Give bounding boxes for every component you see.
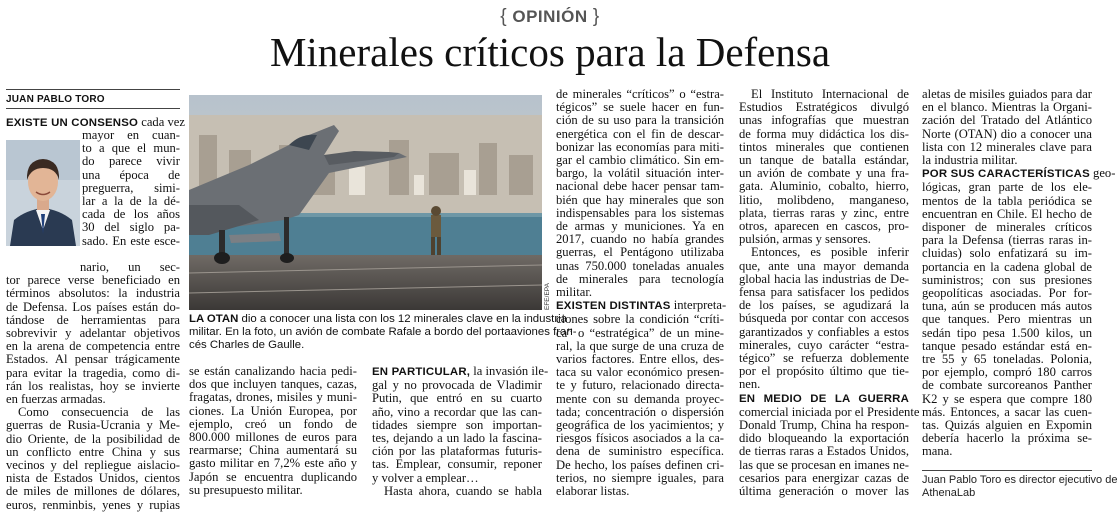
col1-line: euros, renminbis, yenes y rupias [6, 497, 180, 512]
section-kicker [0, 6, 1100, 28]
col6-line: tanque pesado estándar está en- [922, 338, 1092, 353]
column-3 [372, 364, 549, 498]
author-bio [922, 474, 1117, 500]
col4-line: riesgos físicos asociados a la ca- [556, 431, 724, 446]
column-1-wrap [82, 129, 180, 248]
bio-line: Juan Pablo Toro es director ejecutivo de [922, 474, 1117, 486]
col3-line: tidades siempre son importan- [372, 417, 542, 432]
col1-line: de Defensa. Los países están do- [6, 299, 180, 314]
col4-line: de minerales “críticos” o “estra- [556, 87, 724, 101]
col4-line: militar. [556, 285, 593, 300]
col6-line: aletas de misiles guiados para dar [922, 87, 1092, 101]
col6-line: mentos de la tabla periódica se [922, 193, 1092, 208]
column-5 [739, 87, 920, 499]
kicker-label: OPINIÓN [512, 7, 588, 26]
col1-line: Estados. Al pensar trágicamente [6, 352, 180, 367]
col2-line: su presupuesto militar. [189, 482, 303, 497]
col1-line: para evitar la tragedia, como di- [6, 365, 180, 380]
col3-line: gal y no provocada de Vladimir [372, 378, 542, 393]
col2-line: 800.000 millones de euros para [189, 430, 357, 445]
col6-line: lógicas, gran parte de los ele- [922, 180, 1092, 195]
col6-line: sedán tipo pesa 1.500 kilos, un [922, 325, 1092, 340]
col2-line: dos que incluyen tanques, cazas, [189, 377, 357, 392]
col6-line: encuentran en Chile. El hecho de [922, 206, 1092, 221]
col1-line: vecinos y del repliegue aislacio- [6, 458, 180, 473]
col5-line: El Instituto Internacional de [751, 87, 909, 101]
col1-line: sobrevivir y adelantar objetivos [6, 326, 180, 341]
col5-line: tintos minerales que contienen [739, 139, 909, 154]
col5-line: nen. [739, 377, 761, 392]
col4-line: te y futuro, relacionado directa- [556, 378, 724, 393]
col5-line: fensa para satisfacer los pedidos [739, 285, 909, 300]
col1-line: mayor en cuan- [82, 128, 180, 142]
col5-line: comercial iniciada por el Presidente [739, 404, 920, 419]
col1-line: rán los realistas, hoy se invierte [6, 378, 180, 393]
col4-lead: EXISTEN DISTINTAS [556, 300, 671, 313]
col4-line: ca” o “estratégica” de un mine- [556, 325, 724, 340]
col1-line: una época de [82, 167, 180, 182]
col2-line: gasto militar en 7,2% este año y [189, 456, 357, 471]
col5-line: Donald Trump, China ha respon- [739, 418, 909, 433]
col6-line: para la Defensa (tierras raras in- [922, 233, 1092, 248]
col4-line: energética con el fin de descar- [556, 126, 724, 141]
column-2 [189, 365, 357, 497]
col5-line: de forma muy didáctica los dis- [739, 126, 909, 141]
col4-line: varios factores. Entre ellos, des- [556, 352, 724, 367]
col6-line: lista con 12 minerales clave para [922, 139, 1092, 154]
col5-line: de tierras raras a Estados Unidos, [739, 444, 909, 459]
col4-line: De hecho, los países definen cri- [556, 457, 724, 472]
col6-line: en el blanco. Mientras la Organi- [922, 100, 1092, 115]
col1-line: tor parece verse beneficiado en [6, 273, 180, 288]
col1-line: nario, un sec- [80, 260, 180, 274]
col4-line: ral, la que surge de una cruza de [556, 338, 724, 353]
col6-line: la industria militar. [922, 153, 1018, 168]
col5-line: garantizados y confiables a estos [739, 324, 909, 339]
col6-line: tre 55 y 65 toneladas. Polonia, [922, 352, 1092, 367]
col6-line: tas. Quizás alguien en Expomin [922, 418, 1092, 433]
col4-line: taca su valor económico presen- [556, 365, 724, 380]
jet-photo [189, 95, 542, 310]
col6-line: tuna, aún se producen más autos [922, 299, 1092, 314]
byline-rule-bottom [6, 108, 180, 109]
caption-line: cés Charles de Gaulle. [189, 339, 305, 351]
col3-lead: EN PARTICULAR, [372, 366, 471, 378]
col1-line: EXISTE UN CONSENSO cada vez [6, 115, 185, 129]
col5-line [739, 392, 909, 406]
col1-line: cada de los años [82, 207, 180, 222]
author-photo [6, 140, 80, 246]
col4-line: ción de su uso para la transición [556, 113, 724, 128]
col5-line: plata, tierras raras y zinc, entre [739, 205, 909, 220]
col4-line: mente con su demanda proyec- [556, 391, 724, 406]
col6-line: K2 y se espera que compre 180 [922, 391, 1092, 406]
byline-rule [6, 89, 180, 90]
col2-line: Japón se encuentra duplicando [189, 469, 357, 484]
col5-line: unas infografías que muestran [739, 113, 909, 128]
col5-line: pulsión, armas y sensores. [739, 232, 871, 247]
col1-line: guerras de Rusia-Ucrania y Me- [6, 418, 180, 433]
col2-line: fragatas, drones, misiles y muni- [189, 390, 357, 405]
col6-line: disponer de minerales críticos [922, 220, 1092, 235]
col1-lead: EXISTE UN CONSENSO [6, 117, 139, 129]
col2-line: se están canalizando hacia pedi- [189, 364, 357, 378]
col5-line: un avión de combate y una fra- [739, 166, 909, 181]
col3-line: tas. Emplear, consumir, reponer [372, 457, 542, 472]
col6-line: zación del Tratado del Atlántico [922, 113, 1092, 128]
col5-line: Entonces, es posible inferir [751, 245, 909, 260]
col5-line: dido bloqueando la exportación [739, 431, 909, 446]
col6-line: cluidas) solo enfatizará su im- [922, 246, 1092, 261]
col1-line: en fuerzas armadas. [6, 392, 106, 407]
col5-line: búsqueda por contar con accesos [739, 311, 909, 326]
col3-line: Putin, que entró en su cuarto [372, 391, 542, 406]
col4-line: nacional debe hacer pensar tam- [556, 179, 724, 194]
col6-line: de combate surcoreanos Panther [922, 378, 1092, 393]
col5-line: minerales, cuyo carácter “estra- [739, 337, 909, 352]
col3-line: EN PARTICULAR, la invasión ile- [372, 364, 549, 378]
col5-line: por el propósito último que tie- [739, 364, 909, 379]
col4-line: unas 750.000 toneladas anuales [556, 258, 724, 273]
kicker-brace-open: { [500, 6, 508, 27]
col4-line: tégicos” se suele hacer en fun- [556, 100, 724, 115]
col4-line: tada; concentración o dispersión [556, 404, 724, 419]
col1-line: sado. En este esce- [82, 233, 180, 248]
col5-line: de los países, se agudizará la [739, 298, 909, 313]
col3-line: ción por las plataformas futuris- [372, 444, 542, 459]
photo-caption [189, 313, 577, 352]
col1-line: nista de Estados Unidos, cientos [6, 471, 180, 486]
col4-line: ciones sobre la condición “críti- [556, 312, 724, 327]
column-1-body [6, 261, 180, 512]
col6-line: mana. [922, 444, 953, 459]
col4-line: indispensables para los sistemas [556, 205, 724, 220]
col5-line: las que se procesan en imanes ne- [739, 457, 909, 472]
col1-line: do parece vivir [82, 154, 180, 169]
col6-line: suministros; con sus presiones [922, 272, 1092, 287]
col4-line: 2017, cuando no había grandes [556, 232, 724, 247]
col1-line: lar a la de la dé- [82, 194, 180, 209]
col6-line: Norte (OTAN) dio a conocer una [922, 126, 1092, 141]
col5-line: un tanque de batalla estándar, [739, 153, 909, 168]
col6-line: geopolíticas asociadas. Por for- [922, 286, 1092, 301]
col4-line: terios, no siempre iguales, para [556, 470, 724, 485]
column-4 [556, 87, 727, 499]
col1-line: de miles de millones de dólares, [6, 484, 180, 499]
bio-rule [922, 470, 1092, 471]
col5-line: que, ante una mayor demanda [739, 258, 909, 273]
col4-line: de minerales para tecnología [556, 271, 724, 286]
col3-line: tes, dejando a un lado la fascina- [372, 431, 542, 446]
col1-line: dio Oriente, de la posibilidad de [6, 431, 180, 446]
col1-line: Como consecuencia de las [18, 405, 180, 420]
col4-line: bargo, la volátil situación inter- [556, 166, 724, 181]
col4-line: bonizar las economías para miti- [556, 139, 724, 154]
col5-line: cesarios para energizar cazas de [739, 470, 909, 485]
col6-line: que tanques. Pero mientras un [922, 312, 1092, 327]
byline: JUAN PABLO TORO [6, 94, 105, 105]
col1-line: preguerra, simi- [82, 180, 180, 195]
col6-line: más. Entonces, a sacar las cuen- [922, 404, 1092, 419]
col4-line: dena de suministro específica. [556, 444, 724, 459]
col3-line: año, vino a recordar que las can- [372, 404, 542, 419]
col4-line: EXISTEN DISTINTAS interpreta- [556, 298, 727, 313]
kicker-brace-close: } [592, 6, 600, 27]
col3-line: y volver a emplear… [372, 470, 479, 485]
col4-line: guerras, el Pentágono utilizaba [556, 245, 724, 260]
col4-line: bién que hay minerales que son [556, 192, 724, 207]
caption-line: LA OTAN dio a conocer una lista con los 12 minerales clave en la industria [189, 313, 567, 325]
col1-line: en la arena de competencia entre [6, 339, 180, 354]
col6-lead: POR SUS CARACTERÍSTICAS [922, 168, 1090, 181]
col5-line: tégico” se refuerza doblemente [739, 351, 909, 366]
col5-line: gata. Aluminio, cobalto, hierro, [739, 179, 909, 194]
col1-line: tándose de herramientas para [6, 312, 180, 327]
column-6 [922, 87, 1116, 459]
caption-lead: LA OTAN [189, 313, 239, 325]
col1-line: to a que el mun- [82, 141, 180, 156]
col2-line: ejemplo, creó un fondo de [189, 416, 357, 431]
col5-line: global hacia las industrias de De- [739, 271, 909, 286]
col2-line: ciones. La Unión Europea, por [189, 403, 357, 418]
photo-credit: EFE/EPA [544, 283, 551, 310]
col3-line: Hasta ahora, cuando se habla [384, 483, 542, 498]
col2-line: rearmarse; China aumentará su [189, 443, 357, 458]
col5-line: última generación o mover las [739, 484, 909, 499]
col1-line: 30 del siglo pa- [82, 220, 180, 235]
col5-line: otros, aparecen en cascos, pro- [739, 219, 909, 234]
col1-line: términos absolutos: la industria [6, 286, 180, 301]
col4-line: geográfica de los yacimientos; y [556, 418, 724, 433]
col1-line: un conflicto entre China y sus [6, 444, 180, 459]
headline: Minerales críticos para la Defensa [269, 29, 831, 75]
col6-line: portancia en la cadena global de [922, 259, 1092, 274]
col5-line: litio, molibdeno, manganeso, [739, 192, 909, 207]
col4-line: gar el cambio climático. Sin em- [556, 153, 724, 168]
col5-line: Estudios Estratégicos divulgó [739, 100, 909, 115]
col6-line: POR SUS CARACTERÍSTICAS geo- [922, 166, 1116, 181]
bio-line: AthenaLab [922, 487, 976, 499]
col5-lead: EN MEDIO DE LA GUERRA [739, 392, 909, 405]
col4-line: elaborar listas. [556, 484, 630, 499]
col4-line: de armas y municiones. Ya en [556, 219, 724, 234]
col6-line: por ejemplo, compró 180 carros [922, 365, 1092, 380]
col6-line: debería hacerlo la próxima se- [922, 431, 1092, 446]
caption-line: militar. En la foto, un avión de combate Rafale a bordo del portaaviones fran- [189, 326, 577, 338]
